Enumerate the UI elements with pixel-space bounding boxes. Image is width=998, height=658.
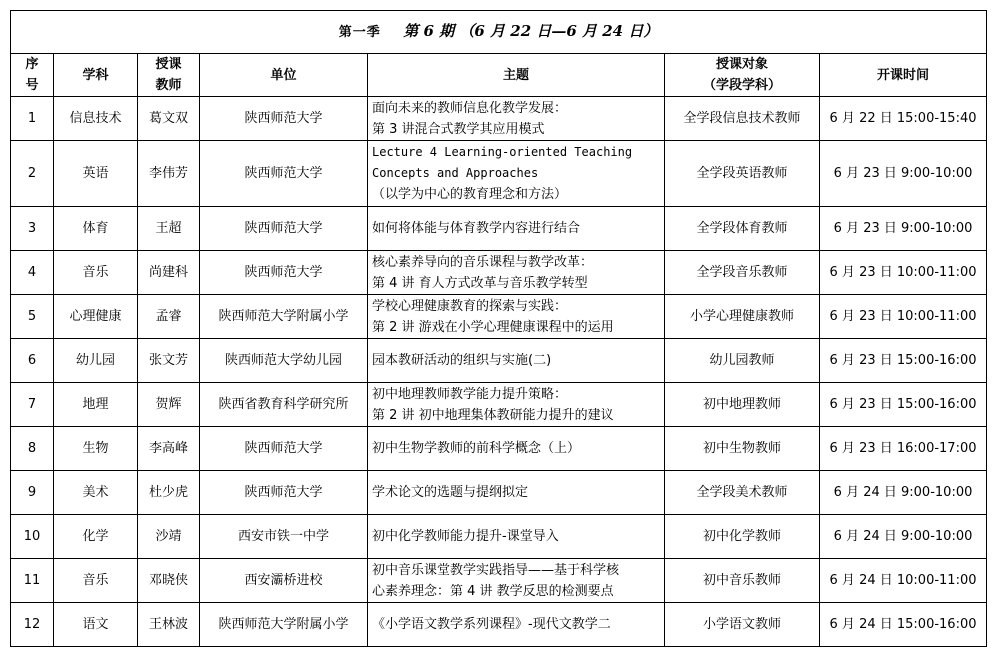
cell-subject: 音乐 <box>54 251 138 295</box>
cell-subject: 英语 <box>54 141 138 207</box>
cell-topic <box>368 471 665 515</box>
cell-teacher: 邓晓侠 <box>138 559 200 603</box>
cell-subject: 音乐 <box>54 559 138 603</box>
table-title <box>11 11 987 54</box>
cell-audience: 全学段美术教师 <box>665 471 820 515</box>
table-row <box>11 339 987 383</box>
cell-teacher: 葛文双 <box>138 97 200 141</box>
header-audience <box>665 54 820 97</box>
topic-line: 《小学语文教学系列课程》-现代文教学二 <box>372 617 611 632</box>
cell-subject: 语文 <box>54 603 138 647</box>
cell-audience: 全学段信息技术教师 <box>665 97 820 141</box>
topic-line: 面向未来的教师信息化教学发展： <box>372 100 568 116</box>
cell-topic <box>368 603 665 647</box>
cell-audience: 初中音乐教师 <box>665 559 820 603</box>
cell-topic <box>368 383 665 427</box>
cell-number: 11 <box>11 559 54 603</box>
cell-number: 2 <box>11 141 54 207</box>
topic-line: 学术论文的选题与提纲拟定 <box>372 485 529 500</box>
cell-number: 6 <box>11 339 54 383</box>
cell-teacher: 李高峰 <box>138 427 200 471</box>
cell-subject: 信息技术 <box>54 97 138 141</box>
header-number-line1: 序 <box>25 57 39 72</box>
cell-audience: 初中地理教师 <box>665 383 820 427</box>
table-row <box>11 559 987 603</box>
cell-time: 6 月 23 日 15:00-16:00 <box>820 383 987 427</box>
cell-number: 8 <box>11 427 54 471</box>
schedule-table <box>10 10 987 647</box>
cell-number: 9 <box>11 471 54 515</box>
topic-line: 园本教研活动的组织与实施(二) <box>372 353 552 368</box>
header-row <box>11 54 987 97</box>
cell-teacher: 王超 <box>138 207 200 251</box>
cell-topic <box>368 515 665 559</box>
cell-audience: 全学段音乐教师 <box>665 251 820 295</box>
cell-subject: 体育 <box>54 207 138 251</box>
cell-unit: 陕西师范大学 <box>200 427 368 471</box>
cell-number: 12 <box>11 603 54 647</box>
cell-audience: 幼儿园教师 <box>665 339 820 383</box>
cell-time: 6 月 23 日 10:00-11:00 <box>820 295 987 339</box>
cell-teacher: 王林波 <box>138 603 200 647</box>
cell-unit: 陕西师范大学 <box>200 251 368 295</box>
cell-audience: 全学段体育教师 <box>665 207 820 251</box>
topic-line: 第 2 讲 初中地理集体教研能力提升的建议 <box>372 407 614 423</box>
topic-line: 初中生物学教师的前科学概念（上） <box>372 441 581 456</box>
topic-line: 核心素养导向的音乐课程与教学改革： <box>372 254 594 270</box>
cell-unit: 陕西师范大学 <box>200 141 368 207</box>
table-body <box>11 97 987 647</box>
table-row <box>11 427 987 471</box>
topic-line: 初中地理教师教学能力提升策略： <box>372 386 568 402</box>
header-unit: 单位 <box>200 54 368 97</box>
cell-unit: 陕西师范大学附属小学 <box>200 603 368 647</box>
table-row <box>11 97 987 141</box>
header-audience-line2: （学段学科） <box>702 78 781 93</box>
header-topic: 主题 <box>368 54 665 97</box>
cell-topic <box>368 207 665 251</box>
header-number <box>11 54 54 97</box>
cell-subject: 美术 <box>54 471 138 515</box>
topic-line: 如何将体能与体育教学内容进行结合 <box>372 221 581 236</box>
topic-line: Lecture 4 Learning-oriented Teaching <box>372 145 633 159</box>
cell-time: 6 月 23 日 16:00-17:00 <box>820 427 987 471</box>
table-row <box>11 383 987 427</box>
cell-time: 6 月 23 日 10:00-11:00 <box>820 251 987 295</box>
header-teacher-line1: 授课 <box>155 57 182 72</box>
cell-teacher: 孟睿 <box>138 295 200 339</box>
topic-line: 第 3 讲混合式教学其应用模式 <box>372 121 545 137</box>
cell-time: 6 月 24 日 15:00-16:00 <box>820 603 987 647</box>
topic-line: 第 2 讲 游戏在小学心理健康课程中的运用 <box>372 319 614 335</box>
header-teacher <box>138 54 200 97</box>
cell-number: 10 <box>11 515 54 559</box>
topic-line: Concepts and Approaches <box>372 166 539 180</box>
header-subject: 学科 <box>54 54 138 97</box>
cell-audience: 初中生物教师 <box>665 427 820 471</box>
cell-time: 6 月 24 日 9:00-10:00 <box>820 515 987 559</box>
cell-topic <box>368 295 665 339</box>
cell-topic <box>368 141 665 207</box>
table-row <box>11 207 987 251</box>
cell-teacher: 尚建科 <box>138 251 200 295</box>
cell-subject: 化学 <box>54 515 138 559</box>
cell-topic <box>368 339 665 383</box>
cell-number: 4 <box>11 251 54 295</box>
table-row <box>11 141 987 207</box>
cell-unit: 陕西师范大学 <box>200 207 368 251</box>
cell-time: 6 月 23 日 9:00-10:00 <box>820 207 987 251</box>
cell-topic <box>368 559 665 603</box>
cell-audience: 全学段英语教师 <box>665 141 820 207</box>
cell-number: 3 <box>11 207 54 251</box>
cell-unit: 西安灞桥进校 <box>200 559 368 603</box>
cell-teacher: 张文芳 <box>138 339 200 383</box>
topic-line: （以学为中心的教育理念和方法） <box>372 187 568 202</box>
topic-line: 心素养理念：第 4 讲 教学反思的检测要点 <box>372 583 614 599</box>
cell-topic <box>368 251 665 295</box>
cell-time: 6 月 23 日 15:00-16:00 <box>820 339 987 383</box>
cell-time: 6 月 23 日 9:00-10:00 <box>820 141 987 207</box>
cell-subject: 心理健康 <box>54 295 138 339</box>
title-row <box>11 11 987 54</box>
cell-unit: 西安市铁一中学 <box>200 515 368 559</box>
topic-line: 初中化学教师能力提升-课堂导入 <box>372 529 559 544</box>
cell-subject: 幼儿园 <box>54 339 138 383</box>
topic-line: 初中音乐课堂教学实践指导——基于科学核 <box>372 562 620 578</box>
cell-unit: 陕西省教育科学研究所 <box>200 383 368 427</box>
table-row <box>11 295 987 339</box>
cell-time: 6 月 24 日 10:00-11:00 <box>820 559 987 603</box>
cell-unit: 陕西师范大学幼儿园 <box>200 339 368 383</box>
cell-teacher: 沙靖 <box>138 515 200 559</box>
cell-topic <box>368 97 665 141</box>
topic-line: 第 4 讲 育人方式改革与音乐教学转型 <box>372 275 588 291</box>
cell-time: 6 月 22 日 15:00-15:40 <box>820 97 987 141</box>
topic-line: 学校心理健康教育的探索与实践： <box>372 298 568 314</box>
cell-teacher: 贺辉 <box>138 383 200 427</box>
cell-subject: 生物 <box>54 427 138 471</box>
cell-topic <box>368 427 665 471</box>
cell-audience: 初中化学教师 <box>665 515 820 559</box>
cell-unit: 陕西师范大学 <box>200 471 368 515</box>
season-title: 第一季 <box>338 25 381 40</box>
table-row <box>11 251 987 295</box>
cell-time: 6 月 24 日 9:00-10:00 <box>820 471 987 515</box>
period-title: 第 6 期 （6 月 22 日—6 月 24 日） <box>403 22 659 40</box>
cell-teacher: 李伟芳 <box>138 141 200 207</box>
cell-audience: 小学语文教师 <box>665 603 820 647</box>
cell-unit: 陕西师范大学附属小学 <box>200 295 368 339</box>
table-row <box>11 603 987 647</box>
table-row <box>11 471 987 515</box>
cell-audience: 小学心理健康教师 <box>665 295 820 339</box>
header-teacher-line2: 教师 <box>155 78 182 93</box>
header-audience-line1: 授课对象 <box>715 57 768 72</box>
cell-number: 5 <box>11 295 54 339</box>
table-row <box>11 515 987 559</box>
cell-subject: 地理 <box>54 383 138 427</box>
cell-number: 7 <box>11 383 54 427</box>
header-number-line2: 号 <box>25 78 39 93</box>
cell-teacher: 杜少虎 <box>138 471 200 515</box>
header-time: 开课时间 <box>820 54 987 97</box>
cell-number: 1 <box>11 97 54 141</box>
cell-unit: 陕西师范大学 <box>200 97 368 141</box>
